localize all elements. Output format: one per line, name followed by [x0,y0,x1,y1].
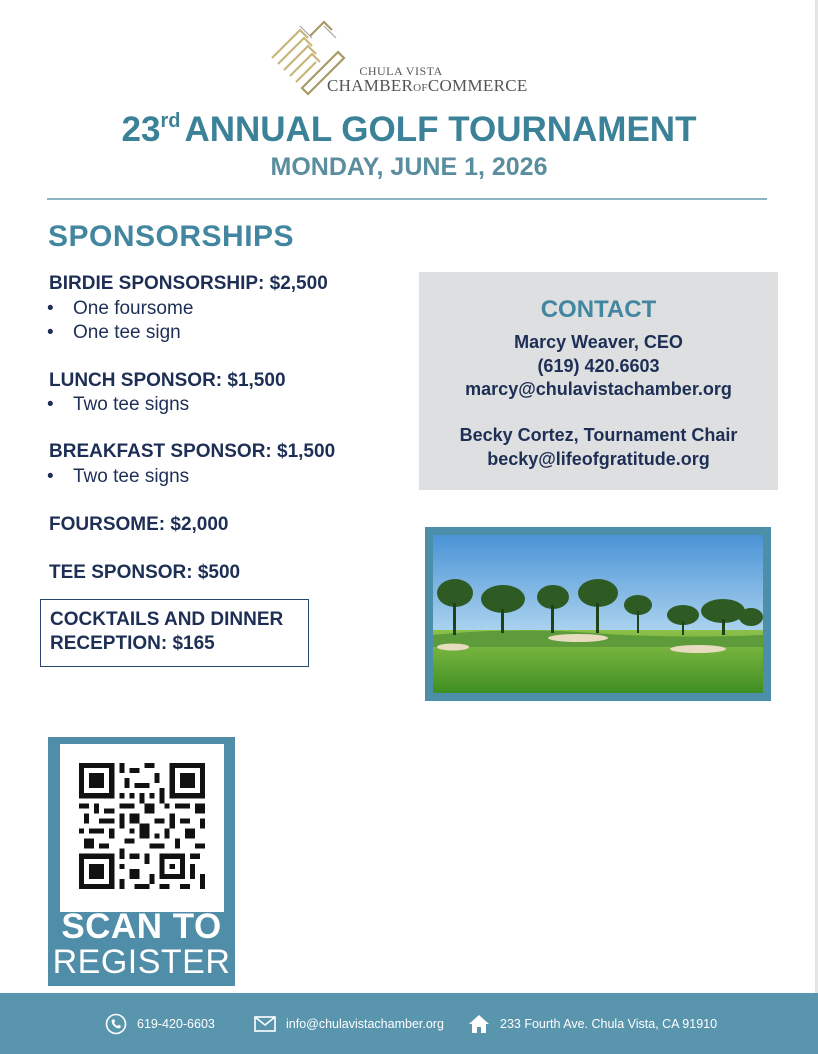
footer-address-text: 233 Fourth Ave. Chula Vista, CA 91910 [500,1016,718,1031]
event-ordinal-suffix: rd [160,110,181,132]
tier-heading-foursome: FOURSOME: $2,000 [49,514,229,535]
tier-heading-tee: TEE SPONSOR: $500 [49,562,241,583]
footer-phone[interactable] [105,993,215,1054]
qr-background [60,744,224,912]
list-item-text: Two tee signs [73,394,190,415]
list-item [47,298,193,320]
contact-box [419,272,778,490]
event-ordinal: 23 [121,110,161,149]
contact-title: CONTACT [540,296,657,323]
home-icon [468,1014,490,1034]
phone-icon [105,1013,127,1035]
bullet-icon: • [47,394,54,415]
list-item-text: Two tee signs [73,466,190,487]
list-item [47,466,189,488]
event-title [0,110,818,150]
tier-heading-birdie: BIRDIE SPONSORSHIP: $2,500 [49,273,328,294]
logo-word-chamber: CHAMBER [327,76,414,95]
contact-email-chair[interactable]: becky@lifeofgratitude.org [487,449,710,469]
register-label: REGISTER [52,943,231,981]
qr-register-panel[interactable] [48,737,235,986]
list-item-text: One tee sign [73,322,181,343]
contact-name-ceo: Marcy Weaver, CEO [514,332,683,352]
event-title-text: ANNUAL GOLF TOURNAMENT [184,110,697,149]
scan-to-label: SCAN TO [61,907,222,946]
cocktails-line1: COCKTAILS AND DINNER [50,609,284,630]
contact-email-ceo[interactable]: marcy@chulavistachamber.org [465,379,732,399]
footer-phone-text: 619-420-6603 [137,1016,215,1031]
tier-heading-lunch: LUNCH SPONSOR: $1,500 [49,370,286,391]
logo-word-commerce: COMMERCE [427,76,528,95]
logo-text-city: CHULA VISTA [359,64,443,78]
logo-text-chamber [327,76,528,96]
footer-bar [0,993,818,1054]
qr-code-icon[interactable] [79,763,205,889]
tier-heading-breakfast: BREAKFAST SPONSOR: $1,500 [49,441,336,462]
footer-address [468,993,717,1054]
mail-icon [254,1016,276,1032]
sponsorships-title: SPONSORSHIPS [48,220,295,253]
golf-course-image [433,535,763,693]
list-item-text: One foursome [73,298,194,319]
contact-phone: (619) 420.6603 [537,356,660,376]
event-date: MONDAY, JUNE 1, 2026 [270,153,548,181]
cocktails-dinner-box [40,599,309,667]
list-item [47,394,189,416]
bullet-icon: • [47,322,54,343]
bullet-icon: • [47,298,54,319]
logo-word-of: OF [413,82,428,94]
footer-email-text: info@chulavistachamber.org [286,1016,444,1031]
chamber-logo [268,18,543,98]
cocktails-line2: RECEPTION: $165 [50,633,215,654]
bullet-icon: • [47,466,54,487]
golf-course-photo [425,527,771,701]
header-divider [47,198,767,200]
footer-email[interactable] [254,993,444,1054]
list-item [47,322,181,344]
contact-name-chair: Becky Cortez, Tournament Chair [459,425,738,445]
